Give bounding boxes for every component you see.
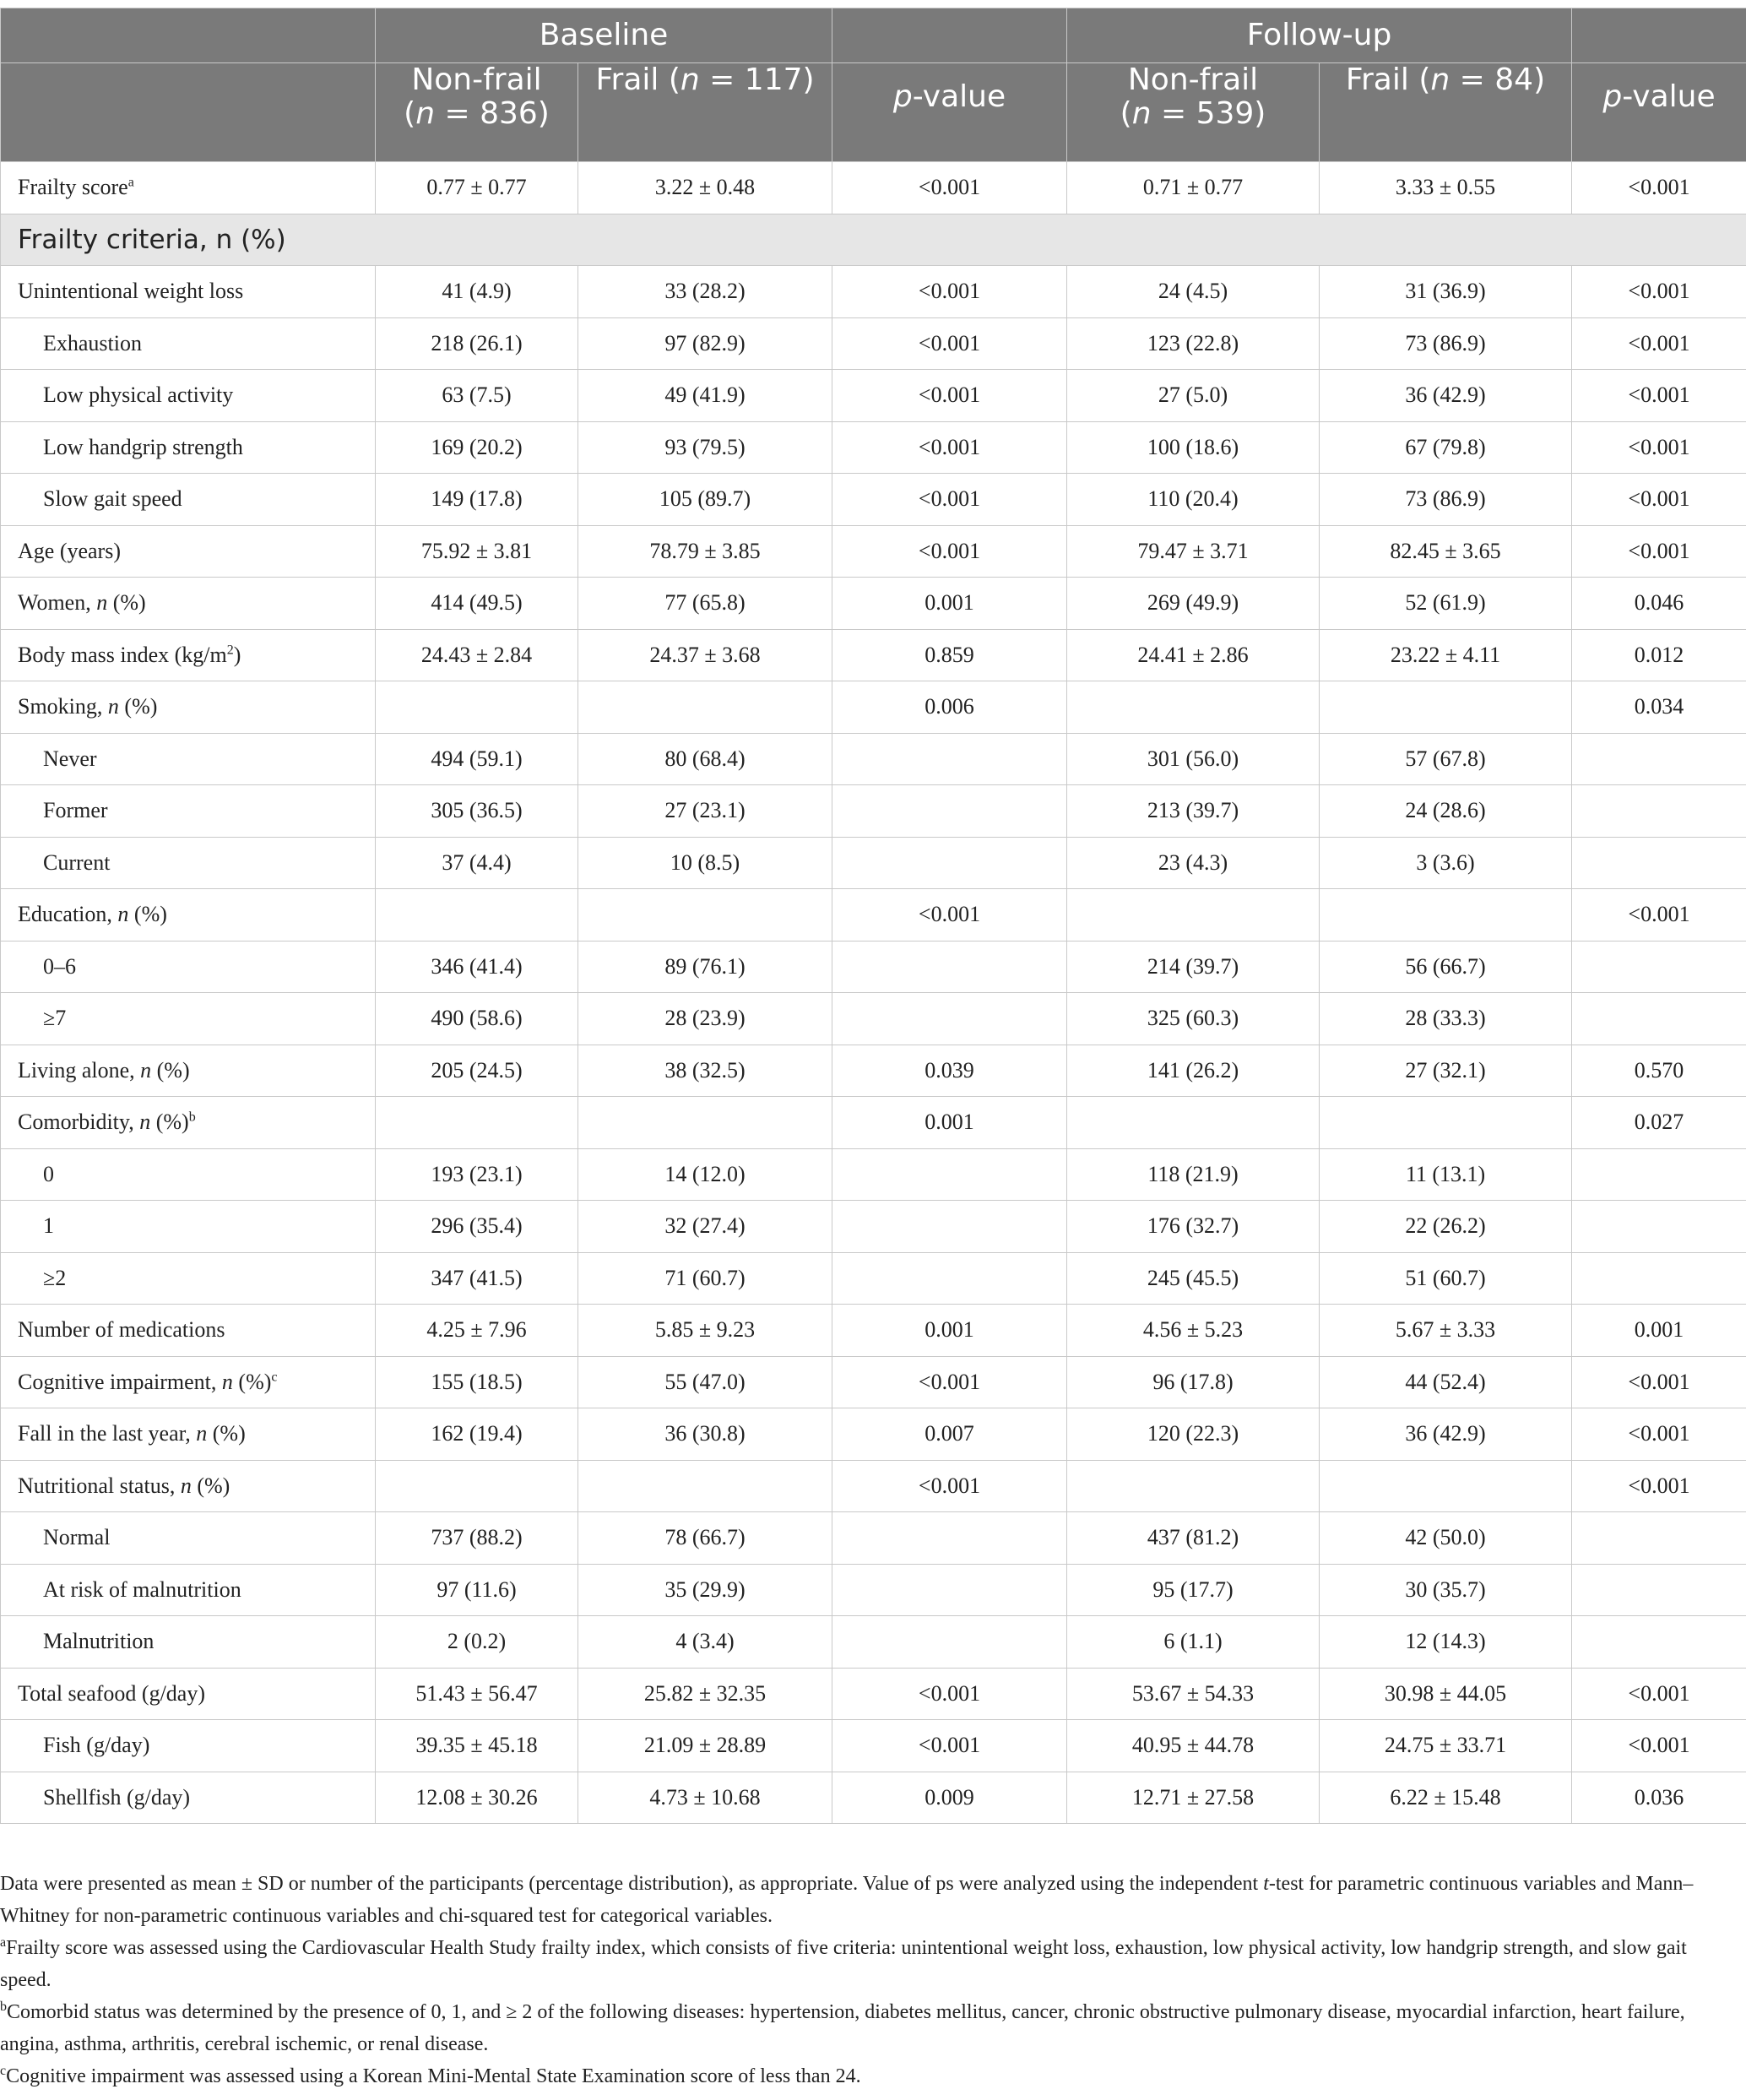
- cell-f-f: 22 (26.2): [1320, 1201, 1572, 1253]
- cell-b-nf: 414 (49.5): [376, 578, 578, 630]
- cell-f-nf: [1067, 681, 1320, 734]
- row-label: ≥2: [1, 1252, 376, 1305]
- row-label: Slow gait speed: [1, 474, 376, 526]
- column-header-row: [1, 63, 1746, 162]
- cell-f-nf: 96 (17.8): [1067, 1356, 1320, 1408]
- cell-b-nf: 296 (35.4): [376, 1201, 578, 1253]
- row-label: Fish (g/day): [1, 1720, 376, 1772]
- header-empty-cell: [1, 8, 376, 63]
- cell-f-nf: 24 (4.5): [1067, 266, 1320, 318]
- cell-f-nf: 110 (20.4): [1067, 474, 1320, 526]
- cell-f-nf: 23 (4.3): [1067, 837, 1320, 889]
- cell-b-f: 36 (30.8): [578, 1408, 832, 1461]
- cell-f-nf: 53.67 ± 54.33: [1067, 1668, 1320, 1720]
- cell-b-nf: 490 (58.6): [376, 993, 578, 1045]
- footnote-c: $^c$Cognitive impairment was assessed using a Korean Mini-Mental State Examination score of less than 24.: [0, 2064, 861, 2087]
- cell-b-p: <0.001: [832, 421, 1067, 474]
- cell-f-p: [1572, 1616, 1746, 1669]
- group-header-row: [1, 8, 1746, 63]
- header-empty-cell: [1572, 8, 1746, 63]
- cell-b-nf: 218 (26.1): [376, 317, 578, 370]
- col-header-pvalue-followup: p-value: [1572, 63, 1746, 162]
- cell-b-f: 78 (66.7): [578, 1512, 832, 1565]
- cell-b-p: 0.001: [832, 1305, 1067, 1357]
- table-row: [1, 1201, 1746, 1253]
- row-label: Former: [1, 785, 376, 838]
- cell-f-p: [1572, 785, 1746, 838]
- cell-f-p: [1572, 1564, 1746, 1616]
- cell-b-p: [832, 785, 1067, 838]
- row-label: Malnutrition: [1, 1616, 376, 1669]
- cell-b-p: 0.039: [832, 1045, 1067, 1097]
- cell-b-f: 38 (32.5): [578, 1045, 832, 1097]
- cell-f-f: [1320, 681, 1572, 734]
- cell-b-nf: 12.08 ± 30.26: [376, 1772, 578, 1824]
- cell-f-p: <0.001: [1572, 1408, 1746, 1461]
- cell-b-nf: 75.92 ± 3.81: [376, 525, 578, 578]
- row-label: 0: [1, 1148, 376, 1201]
- cell-b-p: <0.001: [832, 474, 1067, 526]
- row-label: Shellfish (g/day): [1, 1772, 376, 1824]
- cell-f-f: 57 (67.8): [1320, 733, 1572, 785]
- table-row: [1, 837, 1746, 889]
- cell-f-p: 0.570: [1572, 1045, 1746, 1097]
- cell-b-p: <0.001: [832, 1720, 1067, 1772]
- cell-f-nf: 0.71 ± 0.77: [1067, 162, 1320, 214]
- cell-b-p: <0.001: [832, 525, 1067, 578]
- cell-b-p: [832, 1201, 1067, 1253]
- cell-b-f: 5.85 ± 9.23: [578, 1305, 832, 1357]
- cell-b-f: 24.37 ± 3.68: [578, 629, 832, 681]
- cell-f-f: 56 (66.7): [1320, 941, 1572, 993]
- cell-b-nf: 51.43 ± 56.47: [376, 1668, 578, 1720]
- cell-f-p: <0.001: [1572, 1356, 1746, 1408]
- table-row: [1, 474, 1746, 526]
- cell-f-p: <0.001: [1572, 317, 1746, 370]
- cell-b-p: [832, 733, 1067, 785]
- cell-b-p: [832, 993, 1067, 1045]
- row-label: ≥7: [1, 993, 376, 1045]
- table-row: [1, 1045, 1746, 1097]
- cell-f-nf: 95 (17.7): [1067, 1564, 1320, 1616]
- cell-f-nf: 100 (18.6): [1067, 421, 1320, 474]
- cell-f-f: 3 (3.6): [1320, 837, 1572, 889]
- cell-b-nf: 63 (7.5): [376, 370, 578, 422]
- cell-b-p: <0.001: [832, 317, 1067, 370]
- cell-b-p: [832, 1616, 1067, 1669]
- cell-f-f: 42 (50.0): [1320, 1512, 1572, 1565]
- cell-f-p: [1572, 993, 1746, 1045]
- col-header-text: (n = 836): [404, 96, 550, 131]
- cell-b-f: 105 (89.7): [578, 474, 832, 526]
- cell-f-p: <0.001: [1572, 1460, 1746, 1512]
- table-row: [1, 1720, 1746, 1772]
- cell-b-nf: 39.35 ± 45.18: [376, 1720, 578, 1772]
- row-label: Number of medications: [1, 1305, 376, 1357]
- cell-f-nf: 141 (26.2): [1067, 1045, 1320, 1097]
- cell-b-p: [832, 1252, 1067, 1305]
- cell-f-f: [1320, 1097, 1572, 1149]
- cell-f-f: 28 (33.3): [1320, 993, 1572, 1045]
- cell-b-nf: 347 (41.5): [376, 1252, 578, 1305]
- cell-f-p: [1572, 837, 1746, 889]
- table-row: [1, 1772, 1746, 1824]
- row-label: Low physical activity: [1, 370, 376, 422]
- cell-b-p: [832, 941, 1067, 993]
- cell-f-p: 0.012: [1572, 629, 1746, 681]
- cell-f-f: [1320, 1460, 1572, 1512]
- cell-b-f: 32 (27.4): [578, 1201, 832, 1253]
- cell-f-f: 12 (14.3): [1320, 1616, 1572, 1669]
- header-empty-cell: [832, 8, 1067, 63]
- cell-b-f: 89 (76.1): [578, 941, 832, 993]
- footnote-a: $^a$Frailty score was assessed using the Cardiovascular Health Study frailty index, which consists of five criteria: unintentional weight loss, exhaustion, low physical activity, low handgrip strength, and slow gait speed.: [0, 1935, 1687, 1991]
- cell-f-nf: [1067, 889, 1320, 941]
- cell-f-nf: 269 (49.9): [1067, 578, 1320, 630]
- cell-f-f: 73 (86.9): [1320, 317, 1572, 370]
- cell-b-f: [578, 1097, 832, 1149]
- cell-b-p: [832, 1148, 1067, 1201]
- cell-b-f: 78.79 ± 3.85: [578, 525, 832, 578]
- col-header-nonfrail-followup: [1067, 63, 1320, 162]
- cell-b-p: <0.001: [832, 1460, 1067, 1512]
- cell-b-p: 0.007: [832, 1408, 1067, 1461]
- cell-b-nf: 737 (88.2): [376, 1512, 578, 1565]
- cell-f-p: [1572, 1252, 1746, 1305]
- table-row: [1, 162, 1746, 214]
- cell-b-p: <0.001: [832, 1668, 1067, 1720]
- cell-f-nf: 176 (32.7): [1067, 1201, 1320, 1253]
- table-row: [1, 1564, 1746, 1616]
- cell-f-nf: 118 (21.9): [1067, 1148, 1320, 1201]
- cell-f-p: <0.001: [1572, 889, 1746, 941]
- table-row: [1, 266, 1746, 318]
- table-row: [1, 578, 1746, 630]
- table-row: [1, 1305, 1746, 1357]
- cell-b-p: 0.009: [832, 1772, 1067, 1824]
- cell-b-nf: 149 (17.8): [376, 474, 578, 526]
- cell-f-nf: [1067, 1097, 1320, 1149]
- cell-f-p: <0.001: [1572, 474, 1746, 526]
- cell-b-p: <0.001: [832, 162, 1067, 214]
- table-row: [1, 525, 1746, 578]
- cell-f-nf: 123 (22.8): [1067, 317, 1320, 370]
- cell-f-p: <0.001: [1572, 421, 1746, 474]
- footnote-data: Data were presented as mean ± SD or number of the participants (percentage distribution), as appropriate. Value of ps were analyzed using the independent t-test for parametric continuous variables and Mann–Whitney for non-parametric continuous variables and chi-squared test for categorical variables.: [0, 1873, 1694, 1927]
- cell-b-p: 0.006: [832, 681, 1067, 734]
- cell-b-nf: [376, 1460, 578, 1512]
- cell-b-f: 71 (60.7): [578, 1252, 832, 1305]
- col-header-text: Non-frail: [411, 62, 542, 97]
- cell-b-f: 55 (47.0): [578, 1356, 832, 1408]
- table-row: [1, 1616, 1746, 1669]
- cell-b-nf: 155 (18.5): [376, 1356, 578, 1408]
- col-header-pvalue-baseline: p-value: [832, 63, 1067, 162]
- cell-f-f: 67 (79.8): [1320, 421, 1572, 474]
- table-row: [1, 317, 1746, 370]
- cell-f-p: <0.001: [1572, 266, 1746, 318]
- cell-b-nf: 2 (0.2): [376, 1616, 578, 1669]
- table-row: [1, 889, 1746, 941]
- cell-b-nf: 205 (24.5): [376, 1045, 578, 1097]
- cell-b-p: <0.001: [832, 1356, 1067, 1408]
- col-header-text: (n = 539): [1120, 96, 1266, 131]
- col-header-frail-followup: Frail (n = 84): [1320, 63, 1572, 162]
- row-label: Living alone, n (%): [1, 1045, 376, 1097]
- cell-b-nf: 37 (4.4): [376, 837, 578, 889]
- cell-b-p: <0.001: [832, 370, 1067, 422]
- cell-b-p: <0.001: [832, 266, 1067, 318]
- table-row: [1, 629, 1746, 681]
- cell-f-nf: 325 (60.3): [1067, 993, 1320, 1045]
- cell-b-f: [578, 1460, 832, 1512]
- cell-f-p: 0.027: [1572, 1097, 1746, 1149]
- cell-f-p: [1572, 1148, 1746, 1201]
- cell-f-nf: 437 (81.2): [1067, 1512, 1320, 1565]
- cell-f-p: [1572, 941, 1746, 993]
- cell-b-nf: 41 (4.9): [376, 266, 578, 318]
- row-label: Women, n (%): [1, 578, 376, 630]
- cell-b-nf: 24.43 ± 2.84: [376, 629, 578, 681]
- table-row: [1, 785, 1746, 838]
- table-row: [1, 1408, 1746, 1461]
- row-label: Body mass index $(kg/m^2)$: [1, 629, 376, 681]
- row-label: At risk of malnutrition: [1, 1564, 376, 1616]
- cell-b-f: 33 (28.2): [578, 266, 832, 318]
- cell-f-f: 24 (28.6): [1320, 785, 1572, 838]
- cell-f-nf: 4.56 ± 5.23: [1067, 1305, 1320, 1357]
- cell-f-f: 52 (61.9): [1320, 578, 1572, 630]
- row-label: Age (years): [1, 525, 376, 578]
- cell-b-f: 35 (29.9): [578, 1564, 832, 1616]
- section-label: Frailty criteria, n (%): [1, 214, 1746, 266]
- cell-b-p: [832, 1512, 1067, 1565]
- cell-b-nf: 0.77 ± 0.77: [376, 162, 578, 214]
- cell-b-f: 28 (23.9): [578, 993, 832, 1045]
- cell-f-f: 30 (35.7): [1320, 1564, 1572, 1616]
- table-body: [1, 162, 1746, 1824]
- table-footnotes: [0, 1868, 1722, 2092]
- cell-b-f: 14 (12.0): [578, 1148, 832, 1201]
- cell-f-f: 3.33 ± 0.55: [1320, 162, 1572, 214]
- cell-f-f: 82.45 ± 3.65: [1320, 525, 1572, 578]
- cell-b-f: 4.73 ± 10.68: [578, 1772, 832, 1824]
- cell-b-f: 25.82 ± 32.35: [578, 1668, 832, 1720]
- row-label: Comorbidity, n (%)$^b$: [1, 1097, 376, 1149]
- cell-b-nf: [376, 681, 578, 734]
- cell-b-nf: [376, 889, 578, 941]
- cell-f-f: 36 (42.9): [1320, 370, 1572, 422]
- cell-f-p: [1572, 1201, 1746, 1253]
- row-label: 1: [1, 1201, 376, 1253]
- cell-b-p: <0.001: [832, 889, 1067, 941]
- cell-f-p: 0.001: [1572, 1305, 1746, 1357]
- cell-b-f: 77 (65.8): [578, 578, 832, 630]
- cell-f-nf: 24.41 ± 2.86: [1067, 629, 1320, 681]
- cell-f-f: 27 (32.1): [1320, 1045, 1572, 1097]
- cell-f-p: <0.001: [1572, 1720, 1746, 1772]
- cell-b-nf: [376, 1097, 578, 1149]
- cell-b-f: 21.09 ± 28.89: [578, 1720, 832, 1772]
- row-label: Exhaustion: [1, 317, 376, 370]
- cell-f-nf: 213 (39.7): [1067, 785, 1320, 838]
- cell-b-f: 97 (82.9): [578, 317, 832, 370]
- cell-f-nf: 214 (39.7): [1067, 941, 1320, 993]
- row-label: Smoking, n (%): [1, 681, 376, 734]
- cell-b-nf: 305 (36.5): [376, 785, 578, 838]
- cell-f-p: <0.001: [1572, 525, 1746, 578]
- row-label: Never: [1, 733, 376, 785]
- cell-b-nf: 97 (11.6): [376, 1564, 578, 1616]
- cell-f-nf: 6 (1.1): [1067, 1616, 1320, 1669]
- cell-b-nf: 4.25 ± 7.96: [376, 1305, 578, 1357]
- cell-f-nf: 301 (56.0): [1067, 733, 1320, 785]
- cell-f-f: 30.98 ± 44.05: [1320, 1668, 1572, 1720]
- cell-f-f: 31 (36.9): [1320, 266, 1572, 318]
- cell-b-p: 0.001: [832, 578, 1067, 630]
- row-label: Fall in the last year, n (%): [1, 1408, 376, 1461]
- cell-f-p: [1572, 733, 1746, 785]
- cell-f-f: 5.67 ± 3.33: [1320, 1305, 1572, 1357]
- cell-f-nf: 120 (22.3): [1067, 1408, 1320, 1461]
- cell-b-f: 3.22 ± 0.48: [578, 162, 832, 214]
- cell-b-f: 49 (41.9): [578, 370, 832, 422]
- row-label: Nutritional status, n (%): [1, 1460, 376, 1512]
- row-label: Current: [1, 837, 376, 889]
- cell-f-f: 51 (60.7): [1320, 1252, 1572, 1305]
- col-header-frail-baseline: Frail (n = 117): [578, 63, 832, 162]
- cell-b-nf: 494 (59.1): [376, 733, 578, 785]
- characteristics-table: [0, 8, 1746, 1824]
- cell-b-nf: 346 (41.4): [376, 941, 578, 993]
- cell-f-nf: 12.71 ± 27.58: [1067, 1772, 1320, 1824]
- cell-f-nf: 40.95 ± 44.78: [1067, 1720, 1320, 1772]
- cell-f-p: 0.046: [1572, 578, 1746, 630]
- cell-f-f: 36 (42.9): [1320, 1408, 1572, 1461]
- table-row: [1, 1148, 1746, 1201]
- row-label: Unintentional weight loss: [1, 266, 376, 318]
- cell-f-nf: 27 (5.0): [1067, 370, 1320, 422]
- cell-f-nf: 79.47 ± 3.71: [1067, 525, 1320, 578]
- cell-b-f: 27 (23.1): [578, 785, 832, 838]
- cell-b-f: [578, 681, 832, 734]
- cell-b-f: 4 (3.4): [578, 1616, 832, 1669]
- cell-f-nf: [1067, 1460, 1320, 1512]
- table-row: [1, 681, 1746, 734]
- table-row: [1, 1668, 1746, 1720]
- cell-f-f: 44 (52.4): [1320, 1356, 1572, 1408]
- cell-b-nf: 193 (23.1): [376, 1148, 578, 1201]
- cell-f-p: 0.034: [1572, 681, 1746, 734]
- cell-b-f: 10 (8.5): [578, 837, 832, 889]
- table-row: [1, 1512, 1746, 1565]
- row-label: Cognitive impairment, n (%)$^c$: [1, 1356, 376, 1408]
- row-label: Low handgrip strength: [1, 421, 376, 474]
- table-row: [1, 941, 1746, 993]
- col-header-text: Non-frail: [1127, 62, 1259, 97]
- cell-f-f: 23.22 ± 4.11: [1320, 629, 1572, 681]
- cell-f-p: <0.001: [1572, 370, 1746, 422]
- cell-f-p: 0.036: [1572, 1772, 1746, 1824]
- cell-b-p: [832, 1564, 1067, 1616]
- table-row: [1, 993, 1746, 1045]
- row-label: Total seafood (g/day): [1, 1668, 376, 1720]
- cell-f-p: <0.001: [1572, 1668, 1746, 1720]
- cell-b-f: 93 (79.5): [578, 421, 832, 474]
- row-label: Frailty score$^a$: [1, 162, 376, 214]
- cell-f-f: 73 (86.9): [1320, 474, 1572, 526]
- cell-f-f: 24.75 ± 33.71: [1320, 1720, 1572, 1772]
- table-row: [1, 1252, 1746, 1305]
- table-row: [1, 370, 1746, 422]
- row-label: Education, n (%): [1, 889, 376, 941]
- cell-b-f: [578, 889, 832, 941]
- cell-b-nf: 162 (19.4): [376, 1408, 578, 1461]
- table-row: [1, 421, 1746, 474]
- table-row: [1, 1460, 1746, 1512]
- row-label: Normal: [1, 1512, 376, 1565]
- section-row: [1, 214, 1746, 266]
- table-row: [1, 733, 1746, 785]
- cell-b-f: 80 (68.4): [578, 733, 832, 785]
- cell-f-p: <0.001: [1572, 162, 1746, 214]
- table-row: [1, 1356, 1746, 1408]
- cell-b-p: 0.859: [832, 629, 1067, 681]
- cell-f-nf: 245 (45.5): [1067, 1252, 1320, 1305]
- cell-b-p: 0.001: [832, 1097, 1067, 1149]
- group-header-followup: Follow-up: [1067, 8, 1572, 63]
- cell-f-f: 11 (13.1): [1320, 1148, 1572, 1201]
- cell-b-nf: 169 (20.2): [376, 421, 578, 474]
- header-empty-cell: [1, 63, 376, 162]
- col-header-nonfrail-baseline: [376, 63, 578, 162]
- footnote-b: $^b$Comorbid status was determined by the presence of 0, 1, and ≥ 2 of the following diseases: hypertension, diabetes mellitus, cancer, chronic obstructive pulmonary disease, myocardial infarction, heart failure, angina, asthma, arthritis, cerebral ischemic, or renal disease.: [0, 2000, 1685, 2055]
- cell-f-p: [1572, 1512, 1746, 1565]
- cell-f-f: [1320, 889, 1572, 941]
- group-header-baseline: Baseline: [376, 8, 832, 63]
- cell-b-p: [832, 837, 1067, 889]
- cell-f-f: 6.22 ± 15.48: [1320, 1772, 1572, 1824]
- table-row: [1, 1097, 1746, 1149]
- row-label: 0–6: [1, 941, 376, 993]
